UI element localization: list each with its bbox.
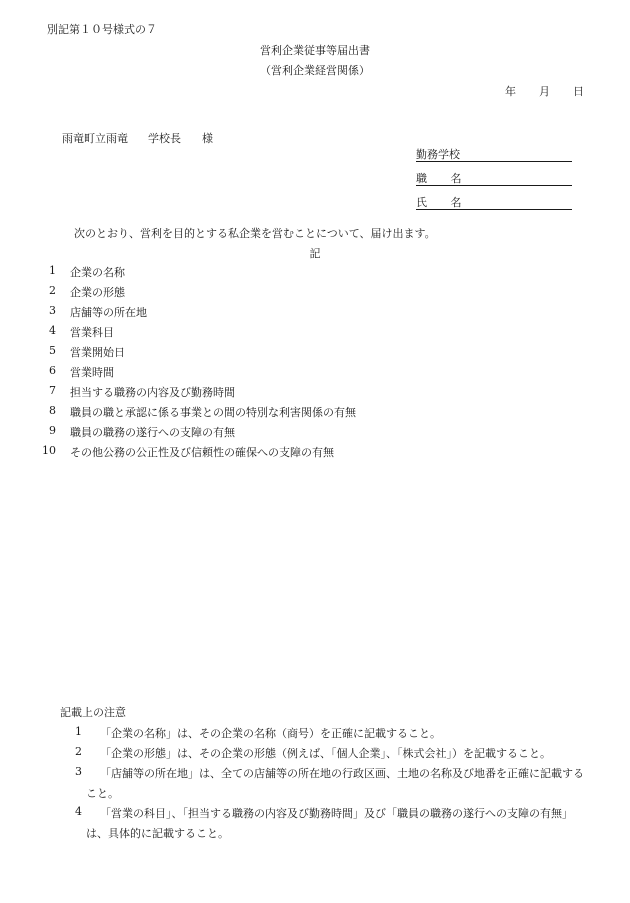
item-label: 職員の職と承認に係る事業との間の特別な利害関係の有無 <box>70 406 356 419</box>
document-title: 営利企業従事等届出書 <box>260 44 370 57</box>
note-text: 「店舗等の所在地」は、全ての店舗等の所在地の行政区画、土地の名称及び地番を正確に記載する <box>100 767 584 780</box>
item-number: 10 <box>42 444 56 457</box>
item-label: 店舗等の所在地 <box>70 306 147 319</box>
ki-heading: 記 <box>309 247 321 260</box>
item-label: 営業時間 <box>70 366 114 379</box>
school-label: 勤務学校 <box>416 148 460 161</box>
school-field[interactable] <box>416 146 572 162</box>
item-label: 職員の職務の遂行への支障の有無 <box>70 426 235 439</box>
name-label-char-1: 氏 <box>416 196 427 209</box>
item-label: 担当する職務の内容及び勤務時間 <box>70 386 235 399</box>
item-label: その他公務の公正性及び信頼性の確保への支障の有無 <box>70 446 334 459</box>
item-number: 4 <box>49 324 56 337</box>
item-number: 9 <box>49 424 56 437</box>
item-number: 5 <box>49 344 56 357</box>
notes-heading: 記載上の注意 <box>60 706 126 719</box>
addressee-honorific: 様 <box>202 132 213 145</box>
addressee-role: 学校長 <box>148 132 181 145</box>
note-number: 2 <box>75 745 82 758</box>
note-number: 1 <box>75 725 82 738</box>
note-number: 4 <box>75 805 82 818</box>
post-label-char-2: 名 <box>450 172 462 185</box>
note-text: 「企業の形態」は、その企業の形態（例えば、「個人企業」、「株式会社」）を記載すること。 <box>100 747 551 760</box>
name-label-char-2: 名 <box>450 196 462 209</box>
intro-text: 次のとおり、営利を目的とする私企業を営むことについて、届け出ます。 <box>74 227 436 240</box>
item-number: 3 <box>49 304 56 317</box>
note-number: 3 <box>75 765 82 778</box>
note-text-continued: こと。 <box>86 787 119 800</box>
item-number: 1 <box>49 264 56 277</box>
date-month: 月 <box>539 85 550 98</box>
item-number: 2 <box>49 284 56 297</box>
item-number: 8 <box>49 404 56 417</box>
item-number: 6 <box>49 364 56 377</box>
item-number: 7 <box>49 384 56 397</box>
item-label: 営業科目 <box>70 326 114 339</box>
name-field[interactable] <box>416 194 572 210</box>
document-subtitle: （営利企業経営関係） <box>260 64 370 77</box>
note-text: 「企業の名称」は、その企業の名称（商号）を正確に記載すること。 <box>100 727 441 740</box>
item-label: 企業の形態 <box>70 286 125 299</box>
date-year: 年 <box>505 85 516 98</box>
note-text: 「営業の科目」、「担当する職務の内容及び勤務時間」及び「職員の職務の遂行への支障の有無」 <box>100 807 573 820</box>
item-label: 営業開始日 <box>70 346 125 359</box>
date-day: 日 <box>573 85 584 98</box>
item-label: 企業の名称 <box>70 266 125 279</box>
addressee-school: 雨竜町立雨竜 <box>62 132 128 145</box>
note-text-continued: は、具体的に記載すること。 <box>86 827 229 840</box>
post-field[interactable] <box>416 170 572 186</box>
form-id: 別記第１０号様式の７ <box>47 23 157 36</box>
post-label-char-1: 職 <box>416 172 427 185</box>
